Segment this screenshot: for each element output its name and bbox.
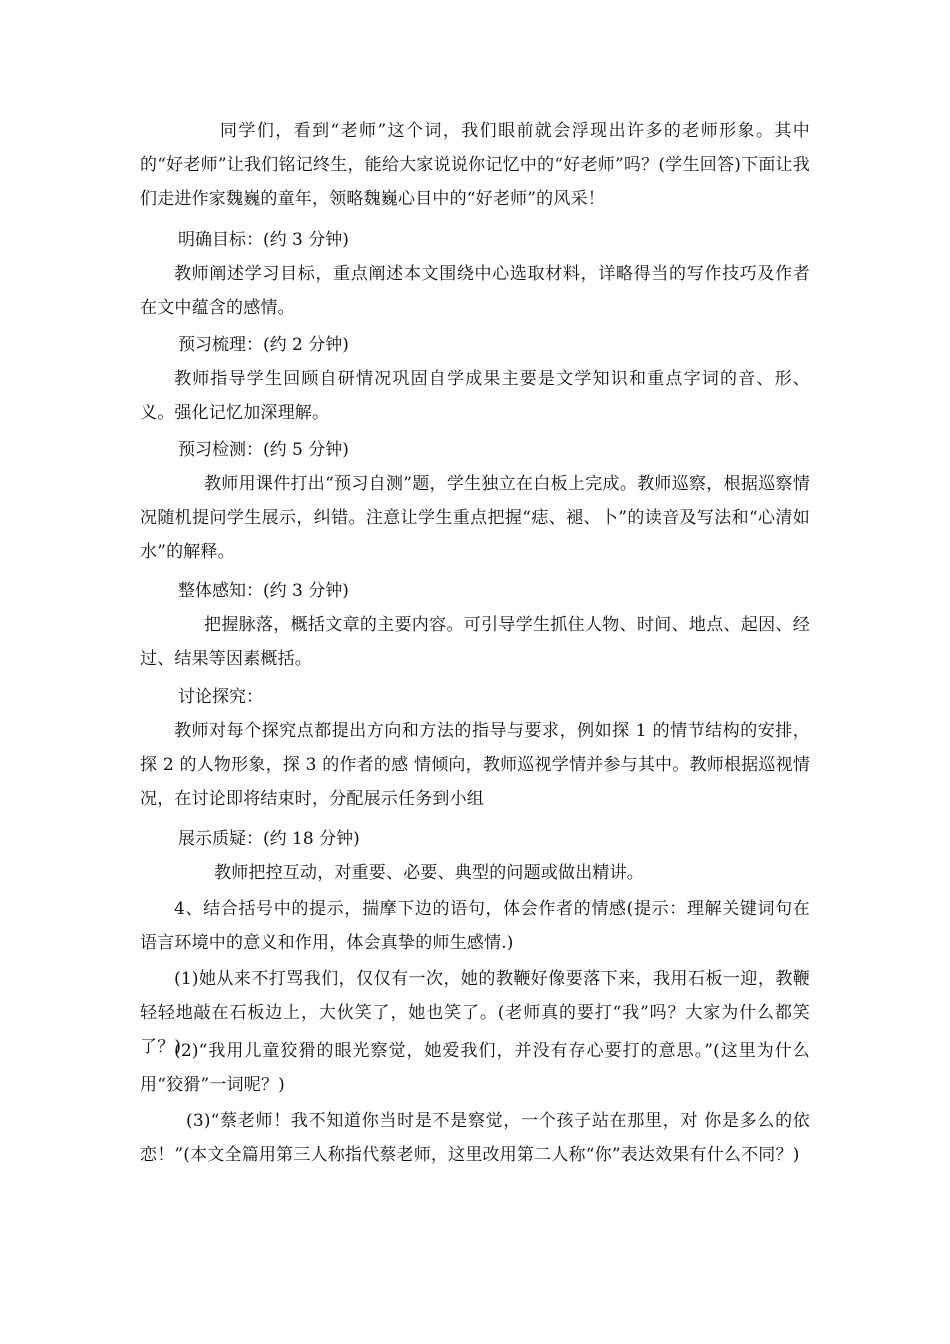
overall-paragraph: 把握脉落，概括文章的主要内容。可引导学生抓住人物、时间、地点、起因、经过、结果等因素概括。 xyxy=(140,615,810,669)
discuss-paragraph: 教师对每个探究点都提出方向和方法的指导与要求，例如探 1 的情节结构的安排，探 2 的人物形象，探 3 的作者的感 情倾向，教师巡视学情并参与其中。教师根据巡视情况，在讨论即将结束时，分配展示任务到小组 xyxy=(140,721,810,809)
discuss-heading: 讨论探究： xyxy=(178,687,263,707)
review-heading: 预习梳理：(约 2 分钟) xyxy=(178,335,349,355)
show-heading: 展示质疑：(约 18 分钟) xyxy=(178,829,360,849)
review-paragraph: 教师指导学生回顾自研情况巩固自学成果主要是文学知识和重点字词的音、形、义。强化记忆加深理解。 xyxy=(140,369,810,423)
question-4-item-3: (3)“蔡老师！我不知道你当时是不是察觉，一个孩子站在那里，对 你是多么的依恋！”(本文全篇用第三人称指代蔡老师，这里改用第二人称“你”表达效果有什么不同？) xyxy=(140,1111,810,1165)
question-4: 4、结合括号中的提示，揣摩下边的语句，体会作者的情感(提示：理解关键词句在语言环境中的意义和作用，体会真挚的师生感情.) xyxy=(140,899,810,953)
overall-heading: 整体感知：(约 3 分钟) xyxy=(178,581,349,601)
goal-heading: 明确目标：(约 3 分钟) xyxy=(178,230,349,250)
check-heading: 预习检测：(约 5 分钟) xyxy=(178,440,349,460)
check-paragraph: 教师用课件打出“预习自测”题，学生独立在白板上完成。教师巡察，根据巡察情况随机提问学生展示，纠错。注意让学生重点把握“痣、褪、卜”的读音及写法和“心清如水”的解释。 xyxy=(140,474,810,562)
goal-paragraph: 教师阐述学习目标，重点阐述本文围绕中心选取材料，详略得当的写作技巧及作者在文中蕴含的感情。 xyxy=(140,264,810,318)
question-4-item-2: (2)“我用儿童狡猾的眼光察觉，她爱我们，并没有存心要打的意思。”(这里为什么用“狡猾”一词呢？) xyxy=(140,1041,810,1095)
question-4-item-1: (1)她从来不打骂我们，仅仅有一次，她的教鞭好像要落下来，我用石板一迎，教鞭轻轻地敲在石板边上，大伙笑了，她也笑了。(老师真的要打“我”吗？大家为什么都笑了？) xyxy=(140,969,810,1057)
show-paragraph: 教师把控互动，对重要、必要、典型的问题或做出精讲。 xyxy=(214,863,644,883)
intro-paragraph: 同学们，看到“老师”这个词，我们眼前就会浮现出许多的老师形象。其中的“好老师”让我们铭记终生，能给大家说说你记忆中的“好老师”吗？(学生回答)下面让我们走进作家魏巍的童年，领略魏巍心目中的“好老师”的风采！ xyxy=(140,121,810,209)
